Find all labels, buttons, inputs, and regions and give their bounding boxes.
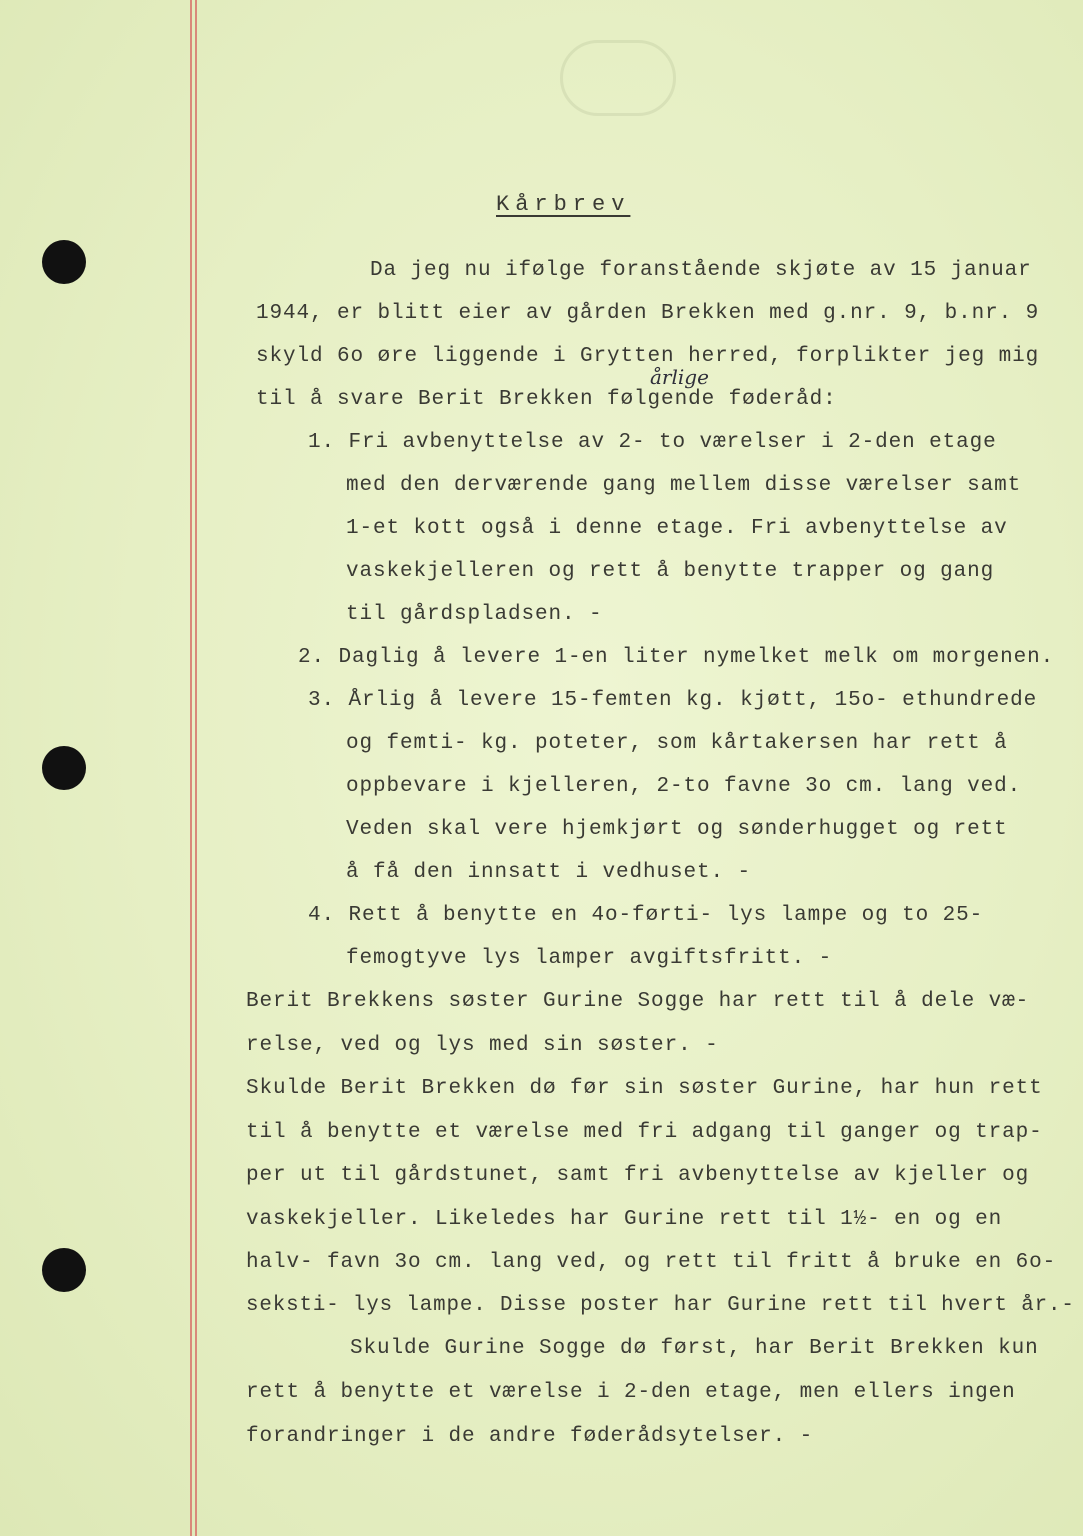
punch-hole-bottom: [42, 1248, 86, 1292]
text-line: Da jeg nu ifølge foranstående skjøte av 15 januar: [370, 259, 1032, 282]
text-line: å få den innsatt i vedhuset. -: [346, 861, 752, 884]
text-line: 3. Årlig å levere 15-femten kg. kjøtt, 15o- ethundrede: [308, 689, 1038, 712]
text-line: til å benytte et værelse med fri adgang til ganger og trap-: [246, 1121, 1043, 1144]
text-line: halv- favn 3o cm. lang ved, og rett til fritt å bruke en 6o-: [246, 1251, 1057, 1274]
text-line: til å svare Berit Brekken følgende føderåd:: [256, 388, 837, 411]
text-line: til gårdspladsen. -: [346, 603, 603, 626]
text-line: 4. Rett å benytte en 4o-førti- lys lampe og to 25-: [308, 904, 984, 927]
faint-stamp-mark: [560, 40, 676, 116]
text-line: relse, ved og lys med sin søster. -: [246, 1034, 719, 1057]
margin-rule-left: [190, 0, 192, 1536]
punch-hole-middle: [42, 746, 86, 790]
text-line: Skulde Berit Brekken dø før sin søster Gurine, har hun rett: [246, 1077, 1043, 1100]
text-line: 1-et kott også i denne etage. Fri avbenyttelse av: [346, 517, 1008, 540]
text-line: Berit Brekkens søster Gurine Sogge har rett til å dele væ-: [246, 990, 1030, 1013]
text-line: skyld 6o øre liggende i Grytten herred, forplikter jeg mig: [256, 345, 1040, 368]
punch-hole-top: [42, 240, 86, 284]
margin-rule-right: [195, 0, 197, 1536]
text-line: rett å benytte et værelse i 2-den etage, men ellers ingen: [246, 1381, 1016, 1404]
text-line: 1944, er blitt eier av gården Brekken med g.nr. 9, b.nr. 9: [256, 302, 1040, 325]
text-line: med den derværende gang mellem disse værelser samt: [346, 474, 1022, 497]
text-line: per ut til gårdstunet, samt fri avbenyttelse av kjeller og: [246, 1164, 1030, 1187]
text-line: seksti- lys lampe. Disse poster har Gurine rett til hvert år.-: [246, 1294, 1075, 1317]
document-title: Kårbrev: [496, 192, 631, 217]
text-line: oppbevare i kjelleren, 2-to favne 3o cm. lang ved.: [346, 775, 1022, 798]
text-line: 2. Daglig å levere 1-en liter nymelket melk om morgenen.: [298, 646, 1055, 669]
text-line: vaskekjelleren og rett å benytte trapper og gang: [346, 560, 995, 583]
text-line: 1. Fri avbenyttelse av 2- to værelser i 2-den etage: [308, 431, 997, 454]
text-line: Skulde Gurine Sogge dø først, har Berit Brekken kun: [350, 1337, 1039, 1360]
text-line: Veden skal vere hjemkjørt og sønderhugget og rett: [346, 818, 1008, 841]
text-line: femogtyve lys lamper avgiftsfritt. -: [346, 947, 833, 970]
text-line: forandringer i de andre føderådsytelser. -: [246, 1425, 814, 1448]
text-line: vaskekjeller. Likeledes har Gurine rett til 1½- en og en: [246, 1208, 1003, 1231]
text-line: og femti- kg. poteter, som kårtakersen har rett å: [346, 732, 1008, 755]
handwritten-insertion: årlige: [650, 365, 709, 389]
